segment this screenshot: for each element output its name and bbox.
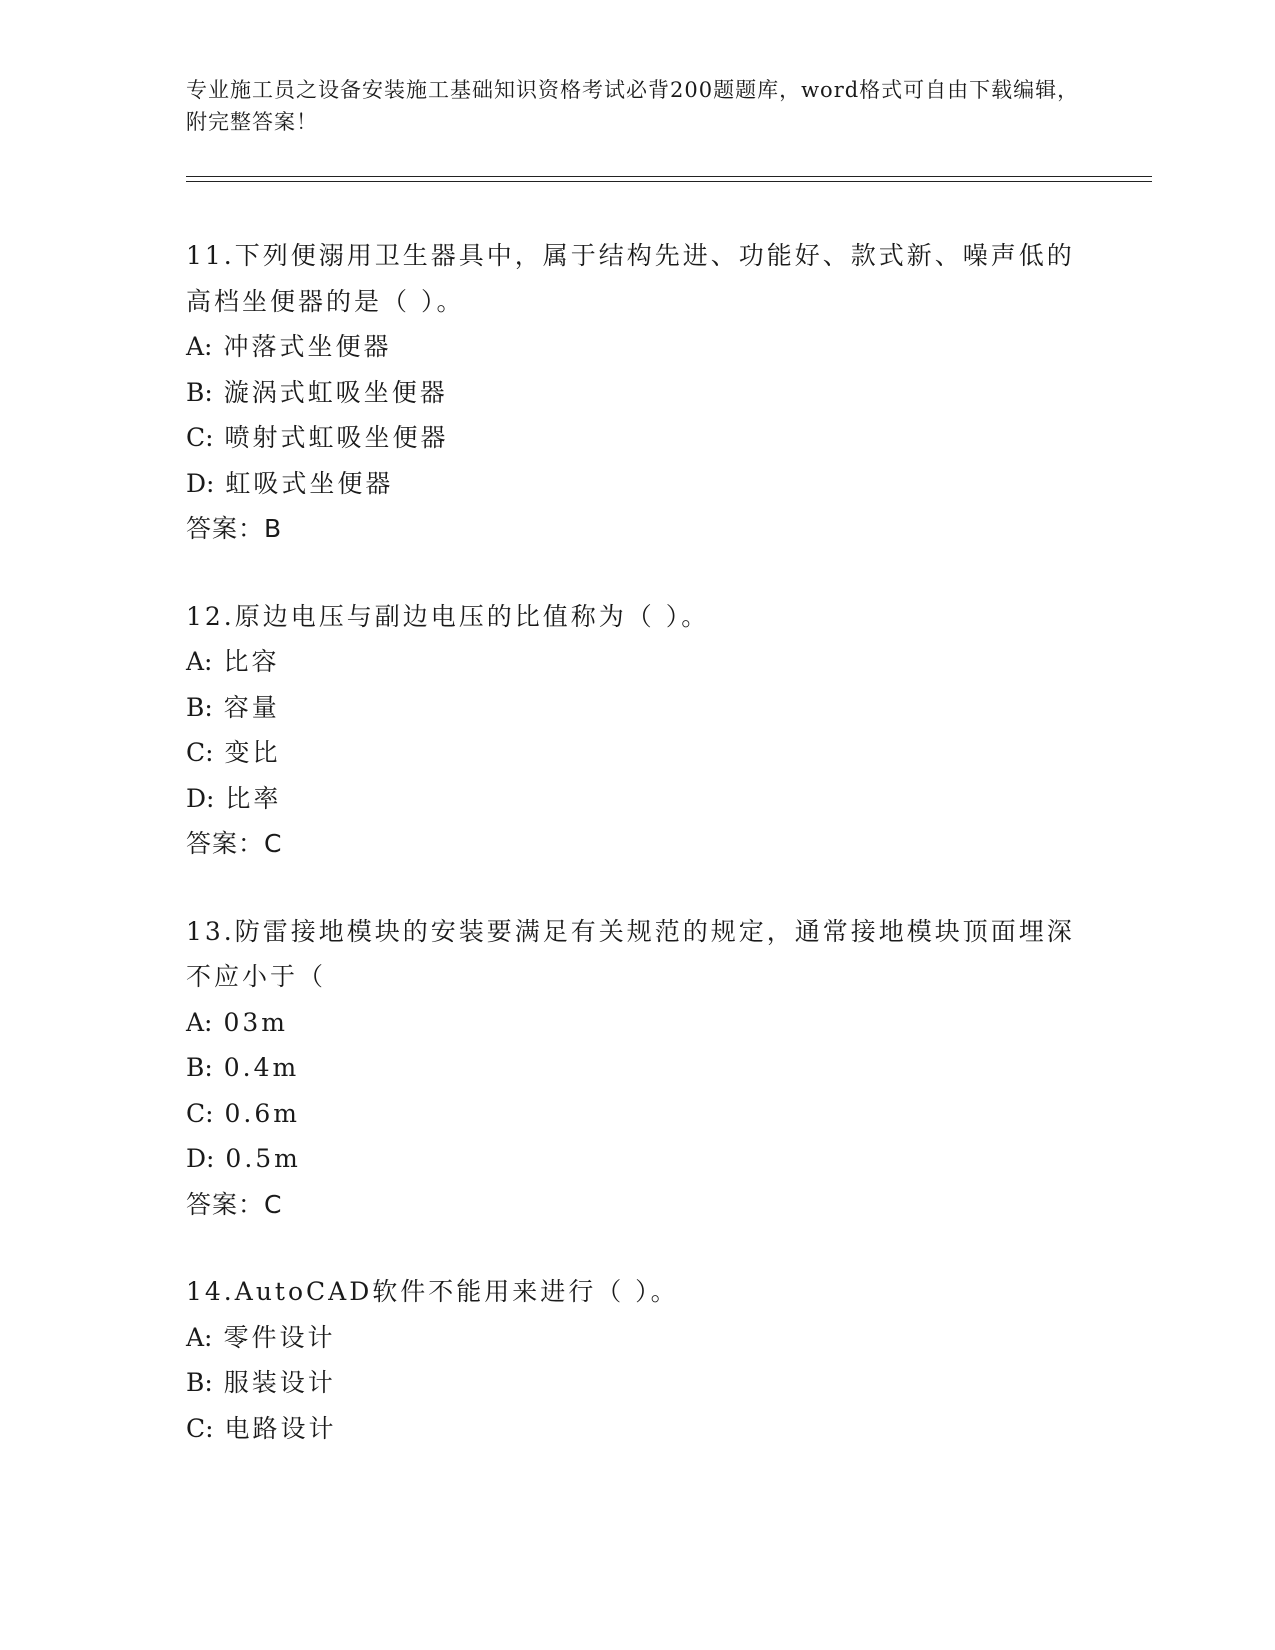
answer-line: 答案：C <box>186 829 283 858</box>
option-letter: D: <box>186 468 215 498</box>
option-text: 0.4m <box>223 1053 300 1082</box>
option-text: 0.5m <box>225 1144 301 1173</box>
option-text: 比容 <box>223 647 280 676</box>
option-text: 电路设计 <box>224 1413 337 1443</box>
option-c <box>186 415 1086 461</box>
question-11 <box>186 233 1086 552</box>
option-letter: A: <box>186 332 213 361</box>
option-text: 容量 <box>223 692 280 722</box>
header-rule-bottom <box>186 181 1152 182</box>
option-text: 虹吸式坐便器 <box>225 468 394 498</box>
option-letter: A: <box>186 1007 213 1037</box>
option-text: 变比 <box>224 738 281 767</box>
option-letter: A: <box>186 647 213 676</box>
option-text: 漩涡式虹吸坐便器 <box>223 377 448 407</box>
question-list <box>186 233 1086 1493</box>
question-stem: 13.防雷接地模块的安装要满足有关规范的规定，通常接地模块顶面埋深不应小于（ <box>186 916 1075 991</box>
document-header: 专业施工员之设备安装施工基础知识资格考试必背200题题库，word格式可自由下载编辑，附完整答案！ <box>186 78 1080 134</box>
option-letter: D: <box>186 783 215 813</box>
option-text: 服装设计 <box>223 1368 336 1397</box>
header-rule-top <box>186 176 1152 177</box>
question-13 <box>186 909 1086 1228</box>
question-stem: 11.下列便溺用卫生器具中，属于结构先进、功能好、款式新、噪声低的高档坐便器的是（ ）。 <box>186 241 1075 316</box>
option-a <box>186 1315 1086 1361</box>
option-b <box>186 1360 1086 1406</box>
question-14 <box>186 1269 1086 1451</box>
option-c <box>186 730 1086 776</box>
option-letter: B: <box>186 1368 213 1397</box>
option-b <box>186 1045 1086 1091</box>
option-letter: C: <box>186 1413 214 1443</box>
option-letter: B: <box>186 1053 213 1082</box>
option-letter: C: <box>186 1098 214 1128</box>
option-c <box>186 1091 1086 1137</box>
option-letter: D: <box>186 1144 215 1173</box>
question-stem: 14.AutoCAD软件不能用来进行（ ）。 <box>186 1277 679 1306</box>
option-text: 比率 <box>225 783 282 813</box>
option-letter: A: <box>186 1322 213 1352</box>
option-a <box>186 639 1086 685</box>
option-text: 喷射式虹吸坐便器 <box>224 423 449 452</box>
option-d <box>186 461 1086 507</box>
option-b <box>186 370 1086 416</box>
option-letter: B: <box>186 377 213 407</box>
option-text: 零件设计 <box>223 1322 336 1352</box>
option-c <box>186 1406 1086 1452</box>
option-a <box>186 324 1086 370</box>
option-b <box>186 685 1086 731</box>
answer-line: 答案：C <box>186 1189 283 1219</box>
option-a <box>186 1000 1086 1046</box>
question-stem: 12.原边电压与副边电压的比值称为（ ）。 <box>186 601 710 631</box>
option-d <box>186 776 1086 822</box>
option-letter: B: <box>186 692 213 722</box>
answer-line: 答案：B <box>186 514 283 543</box>
option-letter: C: <box>186 738 214 767</box>
question-12 <box>186 594 1086 867</box>
option-d <box>186 1136 1086 1182</box>
option-text: 0.6m <box>224 1098 300 1128</box>
option-text: 03m <box>223 1007 288 1037</box>
option-text: 冲落式坐便器 <box>223 332 392 361</box>
option-letter: C: <box>186 423 214 452</box>
